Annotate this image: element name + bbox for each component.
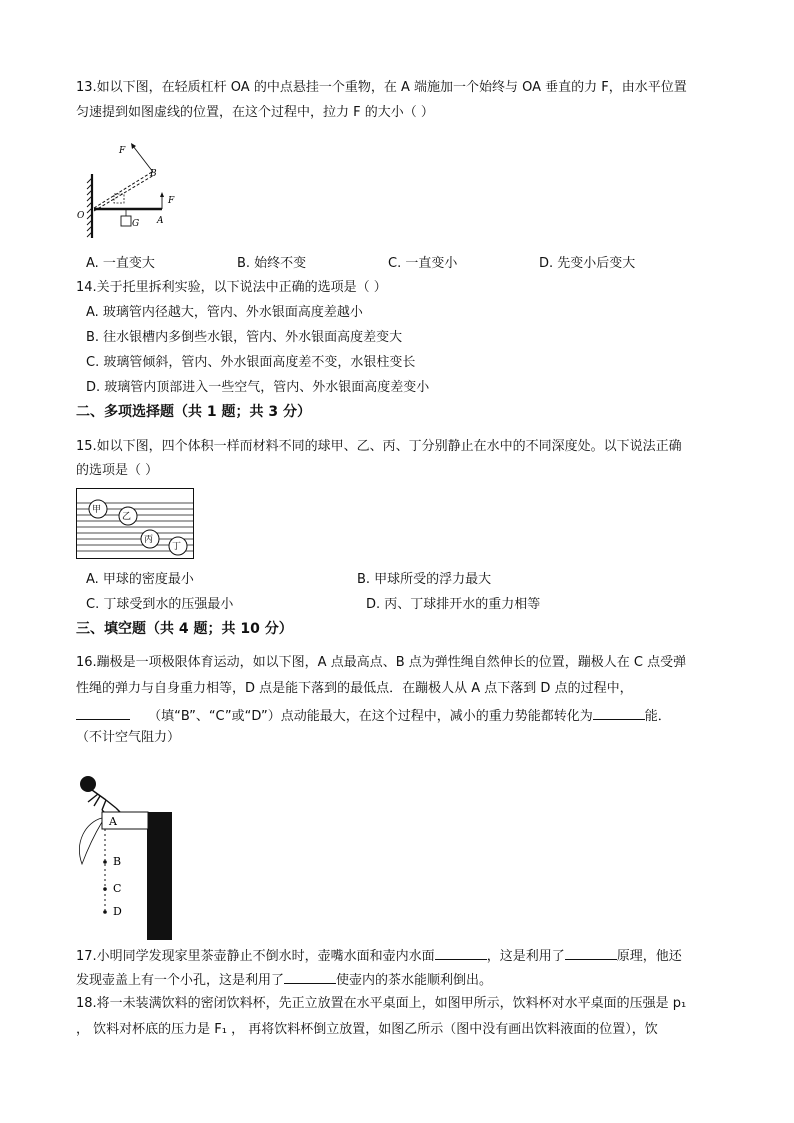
weight-box [121, 216, 131, 226]
label-G: G [132, 219, 140, 229]
q16-blank-1[interactable] [76, 705, 130, 720]
ball-bing-label: 丙 [144, 535, 154, 545]
balls-figure [76, 488, 194, 560]
section2-title: 二、多项选择题（共 1 题；共 3 分） [76, 404, 311, 420]
q16-text-line3: （填“B”、“C”或“D”）点动能最大，在这个过程中，减小的重力势能都转化为 能． [76, 705, 671, 726]
q13-option-c[interactable]: C. 一直变小 [388, 256, 458, 271]
q16-text-line4: （不计空气阻力） [76, 730, 181, 745]
q18-text-line1: 18.将一未装满饮料的密闭饮料杯，先正立放置在水平桌面上，如图甲所示，饮料杯对水平桌面的压强是 p₁ [76, 996, 687, 1011]
q16-text-line2: 性绳的弹力与自身重力相等，D 点是能下落到的最低点．在蹦极人从 A 点下落到 D 点的过程中， [76, 681, 633, 696]
rope-loop [79, 818, 102, 864]
jumper-head [80, 776, 96, 792]
q14-option-d[interactable]: D. 玻璃管内顶部进入一些空气，管内、外水银面高度差变小 [86, 380, 430, 395]
ball-ding-label: 丁 [172, 542, 182, 552]
q14-option-c[interactable]: C. 玻璃管倾斜，管内、外水银面高度差不变，水银柱变长 [86, 355, 416, 370]
q18-text-line2: ， 饮料对杯底的压力是 F₁ ， 再将饮料杯倒立放置，如图乙所示（图中没有画出饮料液面的位置），饮 [76, 1022, 658, 1037]
ball-jia-label: 甲 [92, 505, 102, 515]
label-F-right: F [168, 196, 175, 206]
cliff [147, 812, 172, 940]
lever-figure [76, 138, 186, 240]
label-C: C [113, 882, 122, 895]
label-B: B [150, 169, 157, 179]
label-O: O [77, 211, 85, 221]
q17-text-line1: 17.小明同学发现家里茶壶静止不倒水时，壶嘴水面和壶内水面 ，这是利用了 原理，他还 [76, 945, 682, 966]
weight-dashed [114, 194, 124, 203]
q13-text-line2: 匀速提到如图虚线的位置，在这个过程中，拉力 F 的大小（ ） [76, 105, 434, 120]
ball-yi-label: 乙 [122, 512, 132, 522]
q16-blank-2[interactable] [593, 705, 645, 720]
label-A: A [109, 815, 117, 828]
q13-text-line1: 13.如以下图，在轻质杠杆 OA 的中点悬挂一个重物，在 A 端施加一个始终与 OA 垂直的力 F，由水平位置 [76, 80, 687, 95]
q17-blank-2[interactable] [565, 945, 617, 960]
bungee-figure [72, 772, 176, 940]
jumper-body [88, 790, 120, 812]
q15-option-c[interactable]: C. 丁球受到水的压强最小 [86, 597, 234, 612]
q15-option-a[interactable]: A. 甲球的密度最小 [86, 572, 194, 587]
q17-blank-1[interactable] [435, 945, 487, 960]
lever-dashed [94, 172, 152, 208]
label-F-top: F [119, 146, 126, 156]
label-B: B [113, 855, 122, 868]
label-D: D [113, 905, 122, 918]
q17-text-line2: 发现壶盖上有一个小孔，这是利用了 使壶内的茶水能顺利倒出。 [76, 969, 492, 990]
q16-text-line1: 16.蹦极是一项极限体育运动，如以下图，A 点最高点、B 点为弹性绳自然伸长的位置，蹦极人在 C 点受弹 [76, 655, 687, 670]
label-A: A [157, 216, 164, 226]
q13-option-b[interactable]: B. 始终不变 [237, 256, 307, 271]
q17-blank-3[interactable] [284, 969, 336, 984]
q15-option-d[interactable]: D. 丙、丁球排开水的重力相等 [366, 597, 541, 612]
q14-option-b[interactable]: B. 往水银槽内多倒些水银，管内、外水银面高度差变大 [86, 330, 403, 345]
q13-option-a[interactable]: A. 一直变大 [86, 256, 155, 271]
q14-text: 14.关于托里拆利实验，以下说法中正确的选项是（ ） [76, 280, 387, 295]
q15-option-b[interactable]: B. 甲球所受的浮力最大 [357, 572, 492, 587]
q15-text-line1: 15.如以下图，四个体积一样而材料不同的球甲、乙、丙、丁分别静止在水中的不同深度处。以下说法正确 [76, 439, 682, 454]
section3-title: 三、填空题（共 4 题；共 10 分） [76, 621, 293, 637]
q13-option-d[interactable]: D. 先变小后变大 [539, 256, 636, 271]
q14-option-a[interactable]: A. 玻璃管内径越大，管内、外水银面高度差越小 [86, 305, 363, 320]
q15-text-line2: 的选项是（ ） [76, 463, 159, 478]
